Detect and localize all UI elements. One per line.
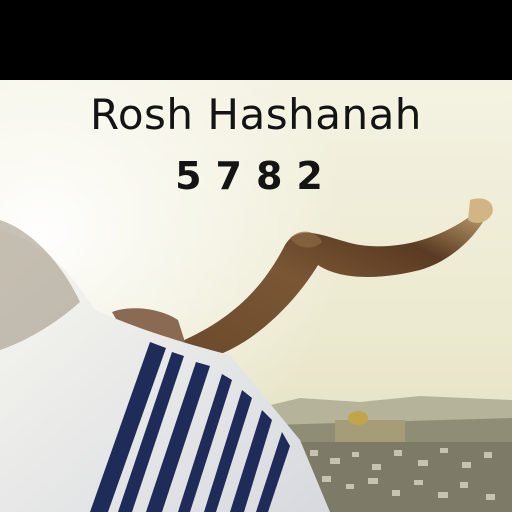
- holiday-title: Rosh Hashanah: [90, 90, 422, 139]
- hebrew-year: 5782: [175, 154, 337, 198]
- black-top-bar: [0, 0, 512, 80]
- background-photo: [0, 80, 512, 512]
